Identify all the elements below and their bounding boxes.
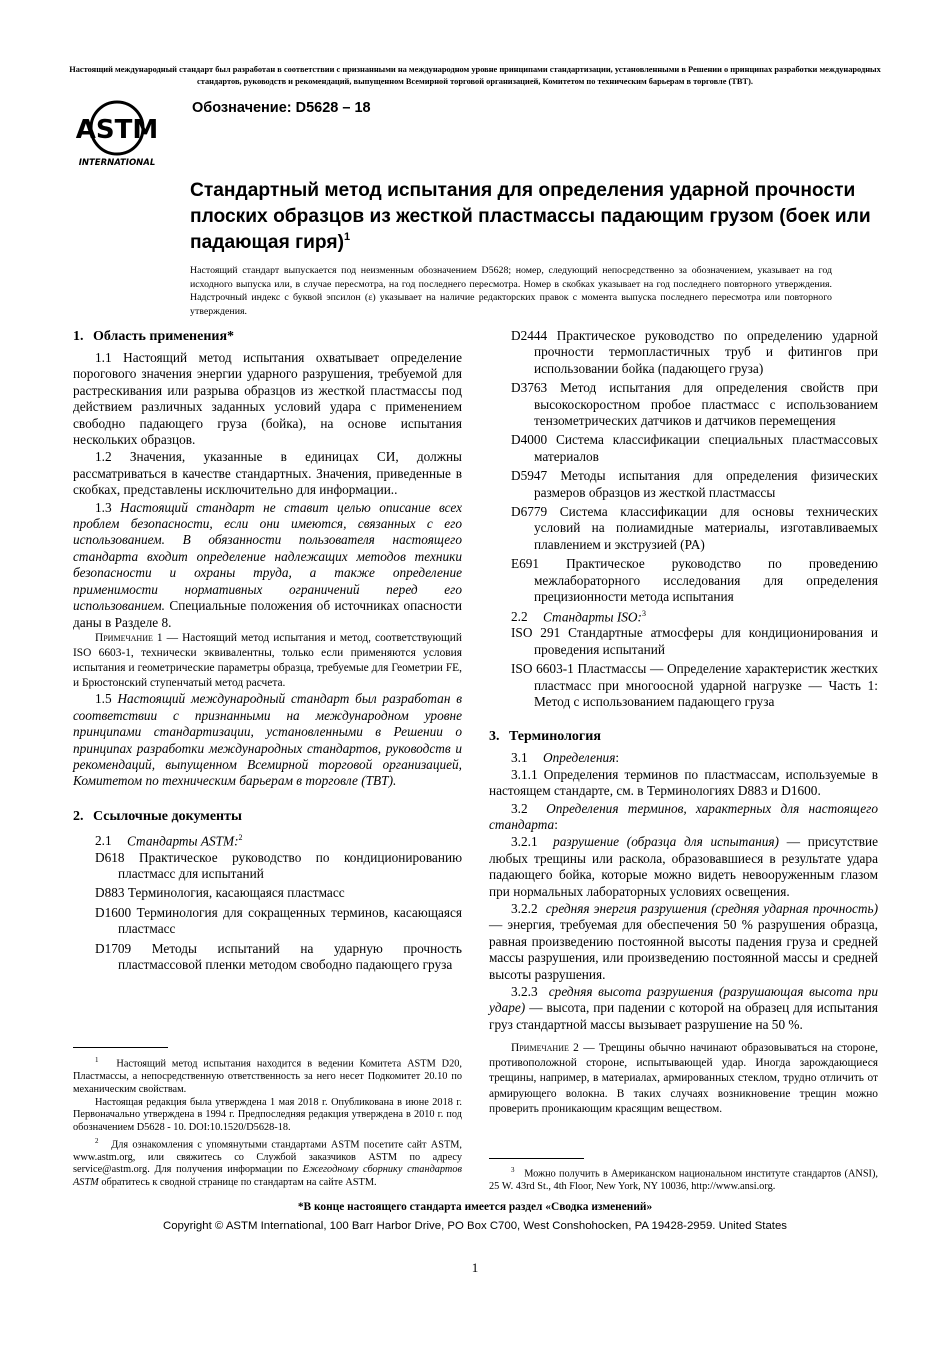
reference-item: E691 Практическое руководство по проведению межлабораторного исследования для определения прецизионности метода испытания: [511, 556, 878, 605]
left-column: [73, 328, 462, 973]
section-1-title: Область применения*: [93, 329, 235, 344]
designation: Обозначение: D5628 – 18: [192, 100, 371, 116]
footnote-3-marker: 3: [511, 1166, 515, 1174]
note-1-text: 1 — Настоящий метод испытания и метод, соответствующий ISO 6603-1, технически эквивалентны, только если применяются условия испытания и геометрические параметры образца, требуемые для Геометрии FE, и Брюстонский ступенчатый метод расчета.: [73, 631, 462, 690]
definition-3-2-2: [489, 901, 878, 983]
paragraph-1-3: [73, 500, 462, 631]
definition-3-2-2-term: средняя энергия разрушения (средняя ударная прочность): [545, 901, 878, 917]
definition-3-2-1-number: 3.2.1: [511, 834, 538, 850]
paragraph-1-3-safety: Настоящий стандарт не ставит целью описание всех проблем безопасности, если они имеются, связанных с его использованием. В обязанности пользователя настоящего стандарта входит определение надлежащих методов техники безопасности и охраны труда, а также определение применимости нормативных ограничений перед его использованием.: [73, 499, 462, 614]
svg-text:INTERNATIONAL: INTERNATIONAL: [78, 158, 156, 168]
reference-item: D1709 Методы испытаний на ударную прочность пластмассовой пленки методом свободно падающего груза: [95, 940, 462, 972]
section-3-number: 3.: [489, 729, 500, 745]
footnote-1a-text: Настоящий метод испытания находится в ведении Комитета ASTM D20, Пластмассы, а непосредственную ответственность за него несет Подкомитет 20.10 по механическим свойствам.: [73, 1058, 462, 1095]
copyright-line: Copyright © ASTM International, 100 Barr Harbor Drive, PO Box C700, West Conshohocken, PA 19428-2959. United States: [162, 1220, 788, 1232]
paragraph-1-1: 1.1 Настоящий метод испытания охватывает определение порогового значения энергии ударного разрушения, требуемой для растрескивания или разрыва образцов из жесткой пластмассы под действием различных заданных условий удара с применением свободно падающего груза (бойка), на основе испытания нескольких образцов.: [73, 350, 462, 448]
issuance-statement: Настоящий стандарт выпускается под неизменным обозначением D5628; номер, следующий непосредственно за обозначением, указывает на год исходного выпуска или, в случае пересмотра, на год последнего пересмотра. Номер в скобках указывает на год последнего повторного утверждения. Надстрочный индекс с буквой эпсилон (ε) указывает на наличие редакторских правок с момента выпуска последнего пересмотра или повторного утверждения.: [190, 265, 832, 317]
note-2-label: Примечание: [511, 1042, 569, 1055]
reference-item: D6779 Система классификации для основы технических условий на полиамидные материалы, изготавливаемых плавлением и экструзией (PA): [511, 504, 878, 552]
footnote-2: [73, 1135, 462, 1190]
footnote-1a: [73, 1054, 462, 1097]
page-number: 1: [471, 1260, 479, 1275]
right-column: [489, 328, 878, 1117]
definition-3-2-2-text: — энергия, требуемая для обеспечения 50 % разрушения образца, равная произведению постоянной высоты падения груза и средней массы разрушения, или произведению постоянной массы и средней высоты разрушения.: [489, 917, 878, 982]
document-title: [190, 178, 890, 256]
note-1-label: Примечание: [95, 631, 153, 644]
reference-item: D1600 Терминология для сокращенных терминов, касающаяся пластмасс: [95, 904, 462, 937]
iso-standards-number: 2.2: [511, 608, 528, 624]
reference-item: D618 Практическое руководство по кондиционированию пластмасс для испытаний: [95, 849, 462, 881]
reference-item: D4000 Система классификации специальных пластмассовых материалов: [511, 432, 878, 464]
footnote-2-marker: 2: [95, 1136, 99, 1145]
left-footnotes: [73, 1047, 462, 1190]
section-3-heading: [489, 728, 878, 746]
footnote-1-marker: 1: [95, 1056, 99, 1064]
footnote-2-post: обратитесь к сводной странице по стандартам на сайте ASTM.: [98, 1177, 377, 1189]
paragraph-1-3-rest: Специальные положения об источниках опасности даны в Разделе 8.: [73, 598, 462, 630]
iso-standards-subheading: [489, 606, 878, 626]
definition-3-2-1: [489, 834, 878, 900]
definition-3-2-1-text: — присутствие любых трещины или раскола, образовавшиеся в результате удара падающего бойка, которые можно видеть невооруженным глазом при нормальных лабораторных условиях освещения.: [489, 834, 878, 899]
section-3-title: Терминология: [509, 729, 601, 745]
summary-of-changes-note: *В конце настоящего стандарта имеется раздел «Сводка изменений»: [297, 1201, 653, 1213]
section-2-heading: [73, 808, 462, 826]
svg-text:ASTM: ASTM: [75, 115, 159, 145]
note-2-text: 2 — Трещины обычно начинают образовываться на стороне, противоположной стороне, испытывающей удар. Иногда зарождающиеся трещины, например, в материалах, армированных стеклом, трудно отличить от армирующего волокна. В таких случаях возникновение трещин можно проверить проникающим красящим веществом.: [489, 1042, 878, 1115]
footnote-3: [489, 1164, 878, 1194]
paragraph-1-5: [73, 691, 462, 789]
astm-footnote-ref: 2: [238, 832, 243, 842]
title-footnote-ref: 1: [343, 231, 351, 243]
title-text: Стандартный метод испытания для определения ударной прочности плоских образцов из жесткой пластмассы падающим грузом (боек или падающая гиря): [190, 180, 871, 253]
right-footnotes: [489, 1158, 878, 1194]
paragraph-3-1-1: 3.1.1 Определения терминов по пластмассам, используемые в настоящем стандарте, см. в Терминологиях D883 и D1600.: [489, 766, 878, 799]
definitions-specific-number: 3.2: [511, 800, 528, 816]
section-1-heading: [73, 328, 462, 346]
footnote-3-text: Можно получить в Американском национальном институте стандартов (ANSI), 25 W. 43rd St., 4th Floor, New York, NY 10036, http://www.ansi.org.: [489, 1168, 878, 1193]
reference-item: ISO 291 Стандартные атмосферы для кондиционирования и проведения испытаний: [511, 625, 878, 657]
footnote-1b: Настоящая редакция была утверждена 1 мая 2018 г. Опубликована в июне 2018 г. Первоначально утверждена в 1994 г. Предпоследняя редакция утверждена в 2010 г. под обозначением D5628 - 10. DOI:10.1520/D5628-18.: [73, 1096, 462, 1133]
paragraph-1-2: 1.2 Значения, указанные в единицах СИ, должны рассматриваться в качестве стандартных. Значения, приведенные в скобках, представлены исключительно для информации..: [73, 449, 462, 498]
footnote-divider: [489, 1158, 584, 1159]
note-2: [489, 1041, 878, 1116]
definition-3-2-3: [489, 984, 878, 1033]
definition-3-2-3-number: 3.2.3: [511, 984, 538, 1000]
paragraph-1-5-number: 1.5: [95, 691, 118, 707]
definition-3-2-2-number: 3.2.2: [511, 901, 538, 917]
reference-item: D3763 Метод испытания для определения свойств при высокоскоростном пробое пластмасс с использованием тензометрических датчиков и датчиков перемещения: [511, 380, 878, 429]
paragraph-1-5-text: Настоящий международный стандарт был разработан в соответствии с признанными на международном уровне принципами стандартизации, установленными в Решении о принципах разработки международных стандартов, руководств и рекомендаций, выпущенном Всемирной торговой организацией, Комитетом по техническим барьерам в торговле (TBT).: [73, 691, 462, 789]
footnote-2-pre: Для ознакомления с упомянутыми стандартами ASTM посетите сайт ASTM, www.astm.org, или свяжитесь со Службой заказчиков ASTM по адресу service@astm.org. Для получения информации по: [73, 1139, 462, 1176]
astm-standards-subheading: [73, 830, 462, 850]
iso-reference-list: [489, 625, 878, 710]
astm-logo: [72, 98, 162, 168]
footnote-divider: [73, 1047, 168, 1048]
definition-3-2-1-term: разрушение (образца для испытания): [553, 834, 779, 850]
definitions-number: 3.1: [511, 750, 528, 766]
note-1: [73, 631, 462, 691]
definition-3-2-3-text: — высота, при падении с которой на образец для испытания груз стандартной массы вызывает разрушение на 50 %.: [489, 1000, 878, 1032]
astm-reference-list-left: [73, 850, 462, 974]
astm-standards-label: Стандарты ASTM:: [127, 833, 239, 849]
iso-standards-label: Стандарты ISO:: [543, 608, 642, 624]
reference-item: ISO 6603-1 Пластмассы — Определение характеристик жестких пластмасс при многоосной ударной нагрузке — Часть 1: Метод с использованием падающего груза: [511, 661, 878, 709]
footnote-2-italic: Ежегодному сборнику стандартов ASTM: [73, 1164, 462, 1189]
section-2-number: 2.: [73, 808, 84, 824]
definitions-specific-label: Определения терминов, характерных для настоящего стандарта: [489, 800, 878, 832]
reference-item: D2444 Практическое руководство по определению ударной прочности термопластичных труб и фитингов при использовании бойка (падающего груза): [511, 328, 878, 376]
definitions-specific-subheading: 3.2 Определения терминов, характерных для настоящего стандарта:: [489, 800, 878, 832]
reference-item: D883 Терминология, касающаяся пластмасс: [95, 885, 345, 901]
definition-3-2-3-term: средняя высота разрушения (разрушающая высота при ударе): [489, 984, 879, 1016]
definitions-label: Определения: [543, 750, 616, 766]
paragraph-1-3-number: 1.3: [95, 499, 121, 515]
astm-reference-list-right: [489, 328, 878, 606]
section-1-number: 1.: [73, 329, 84, 344]
definitions-subheading: 3.1 Определения:: [511, 750, 620, 766]
international-standard-notice: Настоящий международный стандарт был разработан в соответствии с признанными на международном уровне принципами стандартизации, установленными в Решении о принципах разработки международных стандартов, руководств и рекомендаций, выпущенном Всемирной торговой организацией, Комитетом по техническим барьерам в торговле (TBT).: [69, 65, 881, 86]
reference-item: D5947 Методы испытания для определения физических размеров образцов из жесткой пластмассы: [511, 468, 878, 500]
iso-footnote-ref: 3: [641, 608, 646, 618]
astm-standards-number: 2.1: [95, 833, 112, 849]
section-2-title: Ссылочные документы: [93, 808, 242, 824]
